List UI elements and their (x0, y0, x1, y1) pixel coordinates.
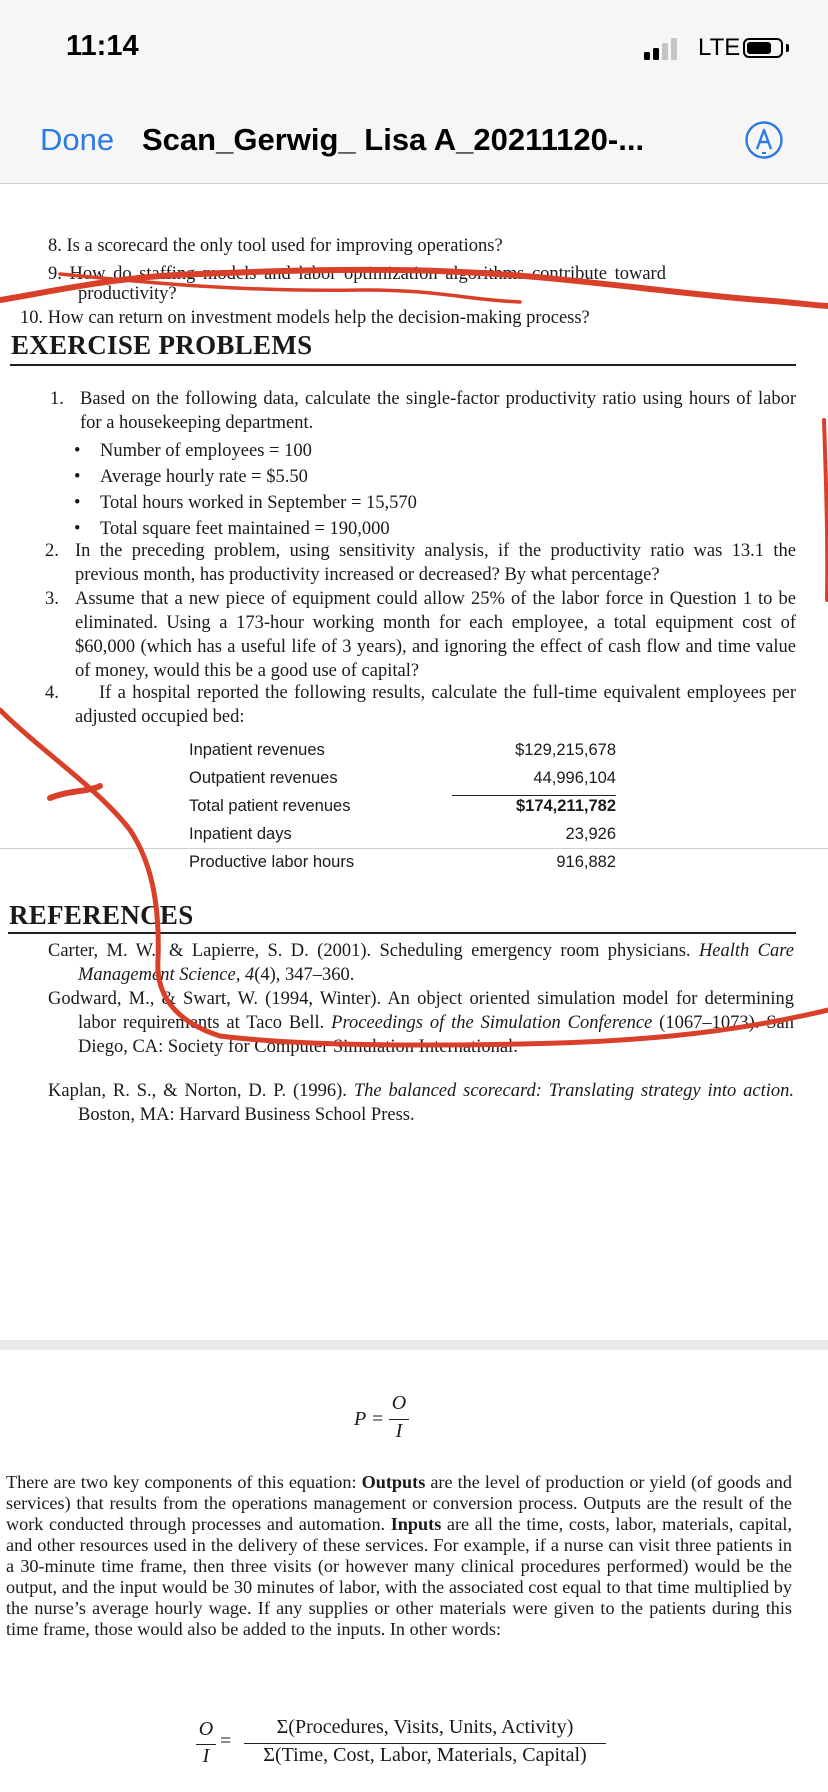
table-value-inpatient-revenues: $129,215,678 (515, 741, 616, 759)
equation-outputs: O (391, 1392, 407, 1414)
equation2-o: O (198, 1718, 214, 1740)
scanned-page-2[interactable] (0, 1354, 828, 1792)
equation2-numerator: Σ(Procedures, Visits, Units, Activity) (276, 1716, 574, 1738)
equation2-denominator: Σ(Time, Cost, Labor, Materials, Capital) (263, 1744, 587, 1766)
navigation-bar (0, 92, 828, 184)
question-9-line-2: productivity? (78, 284, 177, 304)
sum-rule (452, 795, 616, 796)
references-heading: REFERENCES (9, 900, 194, 930)
table-label-inpatient-days: Inpatient days (189, 825, 292, 843)
productivity-paragraph: There are two key components of this equation: Outputs are the level of production or yield (of goods and services) that results from the operations management or conversion process. Outputs are the result of the work conducted through processes and automation. Inputs are all the time, costs, labor, materials, capital, and other resources used in the delivery of these services. For example, if a nurse can visit three patients in a 30-minute time frame, then three visits (or however many clinical procedures performed) would be the output, and the input would be 30 minutes of labor, with the associated cost equal to that time multiplied by the nurse’s average hourly wage. If any supplies or other materials were given to the patients during this time frame, those would also be added to the inputs. In other words: (6, 1472, 792, 1639)
heading-rule (10, 364, 796, 366)
network-type: LTE (698, 34, 741, 61)
table-label-total-revenues: Total patient revenues (189, 797, 351, 815)
exercise-heading: EXERCISE PROBLEMS (11, 330, 313, 360)
references-rule (8, 932, 796, 934)
bullet-square-feet: • Total square feet maintained = 190,000 (74, 519, 390, 539)
table-value-total-revenues: $174,211,782 (515, 797, 616, 815)
bullet-hours-worked: • Total hours worked in September = 15,570 (74, 493, 417, 513)
markup-pen-icon[interactable] (744, 120, 784, 160)
clock: 11:14 (66, 30, 139, 62)
bullet-hourly-rate: • Average hourly rate = $5.50 (74, 467, 308, 487)
question-10: 10. How can return on investment models help the decision-making process? (20, 308, 590, 328)
problem-3: 3. Assume that a new piece of equipment could allow 25% of the labor force in Question 1 to be eliminated. Using a 173-hour working month for each employee, a total equipment cost of $60,000 (which has a useful life of 3 years), and ignoring the effect of cash flow and time value of money, would this be a good use of capital? (45, 589, 796, 681)
table-value-labor-hours: 916,882 (556, 853, 616, 871)
problem-1: 1. Based on the following data, calculate the single-factor productivity ratio using hours of labor for a housekeeping department. (50, 389, 796, 433)
table-value-inpatient-days: 23,926 (565, 825, 616, 843)
problem-2: 2. In the preceding problem, using sensitivity analysis, if the productivity ratio was 13.1 the previous month, has productivity increased or decreased? By what percentage? (45, 541, 796, 585)
scanned-page-1[interactable] (0, 192, 828, 1350)
reference-carter: Carter, M. W., & Lapierre, S. D. (2001). Scheduling emergency room physicians. Health Care Management Science, 4(4), 347–360. (48, 941, 794, 985)
battery-icon (743, 38, 783, 58)
equation-inputs: I (395, 1420, 403, 1442)
question-8: 8. Is a scorecard the only tool used for improving operations? (48, 236, 503, 256)
problem-4: 4. If a hospital reported the following results, calculate the full-time equivalent employees per adjusted occupied bed: (45, 683, 796, 727)
equation-equals: = (372, 1408, 384, 1430)
document-title: Scan_Gerwig_ Lisa A_20211120-... (142, 122, 645, 157)
table-value-outpatient-revenues: 44,996,104 (533, 769, 616, 787)
cellular-signal-icon (644, 38, 684, 60)
bullet-employees: • Number of employees = 100 (74, 441, 312, 461)
scan-crease (0, 848, 828, 849)
table-label-labor-hours: Productive labor hours (189, 853, 355, 871)
status-bar (0, 0, 828, 92)
table-label-inpatient-revenues: Inpatient revenues (189, 741, 325, 759)
equation2-i: I (202, 1745, 210, 1767)
table-label-outpatient-revenues: Outpatient revenues (189, 769, 338, 787)
battery-nub (786, 44, 789, 52)
equation-p: P (354, 1408, 367, 1430)
reference-kaplan: Kaplan, R. S., & Norton, D. P. (1996). The balanced scorecard: Translating strategy into action. Boston, MA: Harvard Business School Press. (48, 1081, 794, 1125)
equation2-equals: = (220, 1730, 232, 1752)
reference-godward: Godward, M., & Swart, W. (1994, Winter). An object oriented simulation model for determining labor requirements at Taco Bell. Proceedings of the Simulation Conference (1067–1073). San Diego, CA: Society for Computer Simulation International. (48, 989, 794, 1057)
done-button[interactable]: Done (40, 122, 115, 157)
question-9-line-1: 9. How do staffing models and labor optimization algorithms contribute toward (48, 264, 666, 284)
